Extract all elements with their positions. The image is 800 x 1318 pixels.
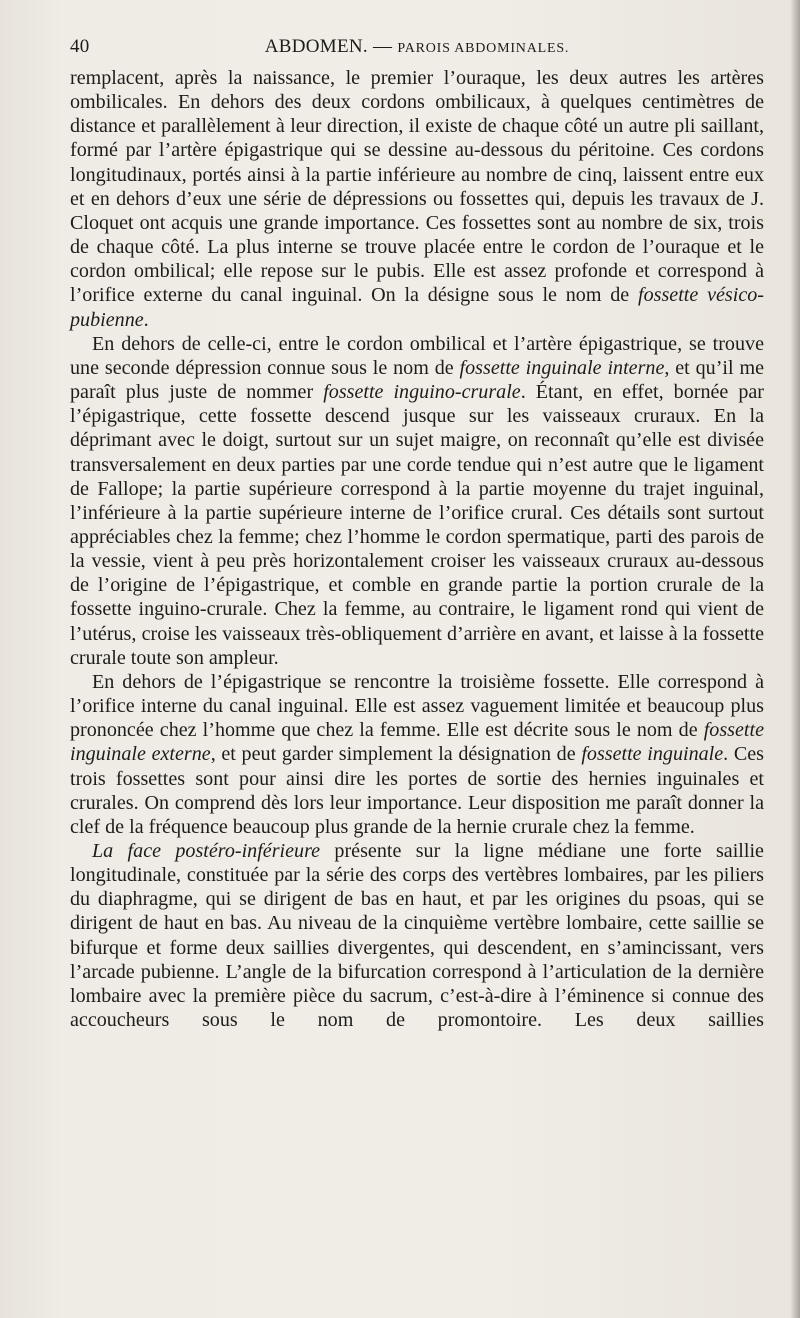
italic-term: fossette inguino-crurale: [323, 381, 521, 404]
text-run: En dehors de l’épigastrique se rencontre la troisième fossette. Elle correspond à l’orifice interne du canal inguinal. Elle est assez vaguement limitée et beaucoup plus prononcée chez l’homme que chez la femme. Elle est décrite sous le nom de: [70, 670, 764, 742]
text-run: .: [143, 308, 149, 331]
running-head-separator: —: [367, 36, 398, 57]
text-run: En dehors de celle-ci, entre le cordon ombilical et l’artère épigastrique, se trouve une seconde dépression connue sous le nom de: [70, 332, 764, 379]
paragraph-2: [70, 332, 764, 670]
italic-term: fossette inguinale interne: [459, 356, 665, 379]
running-head: [70, 36, 764, 58]
running-head-section: ABDOMEN.: [264, 36, 368, 57]
text-run: . Étant, en effet, bornée par l’épigastrique, cette fossette descend jusque sur les vaisseaux cruraux. En la déprimant avec le doigt, surtout sur un sujet maigre, on reconnaît qu’elle est divisée transversalement en deux parties par une corde tendue qui n’est autre que le ligament de Fallope; la partie supérieure correspond à la partie moyenne du trajet inguinal, l’inférieure à la partie supérieure interne de l’orifice crural. Ces détails sont surtout appréciables chez la femme; chez l’homme le cordon spermatique, parti des parois de la vessie, vient à peu près horizontalement croiser les vaisseaux cruraux au-dessous de l’origine de l’épigastrique, et comble en grande partie la portion crurale de la fossette inguino-crurale. Chez la femme, au contraire, le ligament rond qui vient de l’utérus, croise les vaisseaux très-obliquement d’arrière en avant, et laisse à la fossette crurale toute son ampleur.: [70, 381, 764, 669]
italic-term: La face postéro-inférieure: [92, 840, 321, 862]
page-edge-shadow: [790, 0, 800, 1318]
text-run: , et qu’il me paraît plus juste de nommer: [70, 356, 764, 404]
text-run: . Ces trois fossettes sont pour ainsi dire les portes de sortie des hernies inguinales et crurales. On comprend dès lors leur importance. Leur disposition me paraît donner la clef de la fréquence beaucoup plus grande de la hernie crurale chez la femme.: [70, 743, 764, 838]
italic-term: fossette inguinale: [581, 743, 724, 766]
paragraph-3: [70, 670, 764, 839]
running-head-subsection: PAROIS ABDOMINALES.: [397, 41, 570, 56]
paragraph-4: [70, 839, 764, 1032]
text-run: présente sur la ligne médiane une forte saillie longitudinale, constituée par la série des corps des vertèbres lombaires, par les piliers du diaphragme, qui se dirigent de bas en haut, et par les origines du psoas, qui se dirigent de haut en bas. Au niveau de la cinquième vertèbre lombaire, cette saillie se bifurque et forme deux saillies divergentes, qui descendent, en s’amincissant, vers l’arcade pubienne. L’angle de la bifurcation correspond à l’articulation de la dernière lombaire avec la première pièce du sacrum, c’est-à-dire à l’éminence si connue des accoucheurs sous le nom de promontoire. Les deux saillies: [70, 840, 764, 1032]
text-run: remplacent, après la naissance, le premier l’ouraque, les deux autres les artères ombilicales. En dehors des deux cordons ombilicaux, à quelques centimètres de distance et parallèlement à leur direction, il existe de chaque côté un autre pli saillant, formé par l’artère épigastrique qui se dessine au-dessous du péritoine. Ces cordons longitudinaux, portés ainsi à la partie inférieure au nombre de cinq, laissent entre eux et en dehors d’eux une série de dépressions ou fossettes qui, depuis les travaux de J. Cloquet ont acquis une grande importance. Ces fossettes sont au nombre de six, trois de chaque côté. La plus interne se trouve placée entre le cordon de l’ouraque et le cordon ombilical; elle repose sur le pubis. Elle est assez profonde et correspond à l’orifice externe du canal inguinal. On la désigne sous le nom de: [70, 67, 764, 307]
italic-term: fossette vésico-pubienne: [70, 284, 764, 331]
italic-term: fossette inguinale externe: [70, 719, 764, 766]
body-text: [70, 66, 764, 1032]
text-run: , et peut garder simplement la désignation de: [210, 743, 582, 766]
paragraph-1: [70, 66, 764, 332]
page-header: [70, 36, 764, 66]
page-number: 40: [70, 36, 90, 57]
